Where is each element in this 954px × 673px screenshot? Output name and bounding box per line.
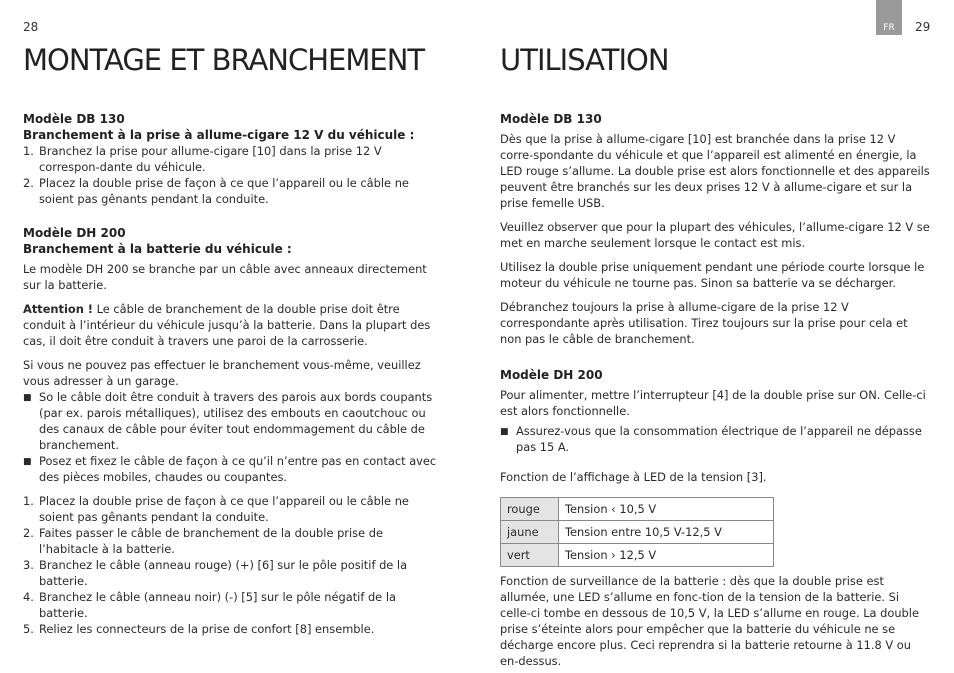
led-color-cell: vert	[501, 544, 559, 567]
voltage-cell: Tension entre 10,5 V-12,5 V	[559, 521, 774, 544]
right-column	[500, 42, 930, 669]
left-column	[23, 42, 445, 637]
page-title-right: UTILISATION	[500, 43, 669, 77]
table-row	[501, 498, 774, 521]
list-item: 2. Faites passer le câble de branchement de la double prise de l’habitacle à la batterie.	[23, 526, 383, 556]
subheading-cigarette-connection: Branchement à la prise à allume-cigare 12 V du véhicule :	[23, 128, 415, 142]
list-item: 1. Placez la double prise de façon à ce que l’appareil ou le câble ne soient pas gênants pendant la conduite.	[23, 494, 409, 524]
paragraph: Veuillez observer que pour la plupart des véhicules, l’allume-cigare 12 V se met en marche seulement lorsque le contact est mis.	[500, 220, 930, 250]
led-color-cell: jaune	[501, 521, 559, 544]
list-item: ■ Posez et fixez le câble de façon à ce qu’il n’entre pas en contact avec des pièces mobiles, chaudes ou coupantes.	[23, 454, 437, 484]
list-item: 2. Placez la double prise de façon à ce que l’appareil ou le câble ne soient pas gênants pendant la conduite.	[23, 176, 409, 206]
language-tab: FR	[876, 0, 902, 35]
battery-monitor-paragraph: Fonction de surveillance de la batterie : dès que la double prise est allumée, une LED s’allume en fonc-tion de la tension de la batterie. Si celle-ci tombe en dessous de 10,5 V, la LED s’allume en rouge. La double prise s’éteinte alors pour empêcher que la batterie du véhicule ne se décharge encore plus. Ceci reprendra si la batterie retourne à 11.8 V ou en-dessus.	[500, 574, 919, 668]
table-row	[501, 544, 774, 567]
subheading-battery-connection: Branchement à la batterie du véhicule :	[23, 242, 292, 256]
voltage-cell: Tension ‹ 10,5 V	[559, 498, 774, 521]
page-title-left: MONTAGE ET BRANCHEMENT	[23, 43, 425, 77]
steps-dh200	[23, 493, 445, 637]
model-heading-db130: Modèle DB 130	[500, 112, 602, 126]
page-number-left: 28	[23, 20, 39, 34]
dh200-intro: Le modèle DH 200 se branche par un câble avec anneaux directement sur la batterie.	[23, 262, 427, 292]
dh200-intro: Pour alimenter, mettre l’interrupteur [4] de la double prise sur ON. Celle-ci est alors fonctionnelle.	[500, 388, 926, 418]
table-row	[501, 521, 774, 544]
model-heading-dh200: Modèle DH 200	[23, 226, 126, 240]
model-heading-dh200: Modèle DH 200	[500, 368, 603, 382]
list-item: ■ So le câble doit être conduit à travers des parois aux bords coupants (par ex. parois métalliques), utilisez des embouts en caoutchouc ou des canaux de câble pour éviter tout endommagement du câble de branchement.	[23, 390, 433, 452]
paragraph: Utilisez la double prise uniquement pendant une période courte lorsque le moteur du véhicule ne tourne pas. Sinon sa batterie va se décharger.	[500, 260, 925, 290]
list-item: 5. Reliez les connecteurs de la prise de confort [8] ensemble.	[23, 622, 375, 636]
led-color-cell: rouge	[501, 498, 559, 521]
bullets-dh200	[23, 389, 445, 485]
steps-db130	[23, 143, 445, 207]
list-item: 1. Branchez la prise pour allume-cigare [10] dans la prise 12 V correspon-dante du véhicule.	[23, 144, 382, 174]
model-heading-db130: Modèle DB 130	[23, 112, 125, 126]
list-item: ■ Assurez-vous que la consommation électrique de l’appareil ne dépasse pas 15 A.	[500, 424, 922, 454]
garage-paragraph: Si vous ne pouvez pas effectuer le branchement vous-même, veuillez vous adresser à un garage.	[23, 358, 421, 388]
page-number-right: 29	[915, 20, 931, 34]
attention-paragraph: Attention ! Le câble de branchement de la double prise doit être conduit à l’intérieur du véhicule jusqu’à la batterie. Dans la plupart des cas, il doit être conduit à travers une paroi de la carrosserie.	[23, 302, 431, 348]
led-intro: Fonction de l’affichage à LED de la tension [3].	[500, 470, 767, 484]
led-voltage-table	[500, 497, 774, 567]
list-item: 4. Branchez le câble (anneau noir) (-) [5] sur le pôle négatif de la batterie.	[23, 590, 396, 620]
paragraph: Débranchez toujours la prise à allume-cigare de la prise 12 V correspondante après utilisation. Tirez toujours sur la prise pour cela et non pas le câble de branchement.	[500, 300, 908, 346]
paragraph: Dès que la prise à allume-cigare [10] est branchée dans la prise 12 V corre-spondante du véhicule et que l’appareil est alimenté en énergie, la LED rouge s’allume. La double prise est alors fonctionnelle et des appareils peuvent être branchés sur les deux prises 12 V à allume-cigare et sur la prise femelle USB.	[500, 132, 930, 210]
list-item: 3. Branchez le câble (anneau rouge) (+) [6] sur le pôle positif de la batterie.	[23, 558, 408, 588]
attention-label: Attention !	[23, 302, 93, 316]
voltage-cell: Tension › 12,5 V	[559, 544, 774, 567]
bullets-dh200	[500, 423, 930, 455]
